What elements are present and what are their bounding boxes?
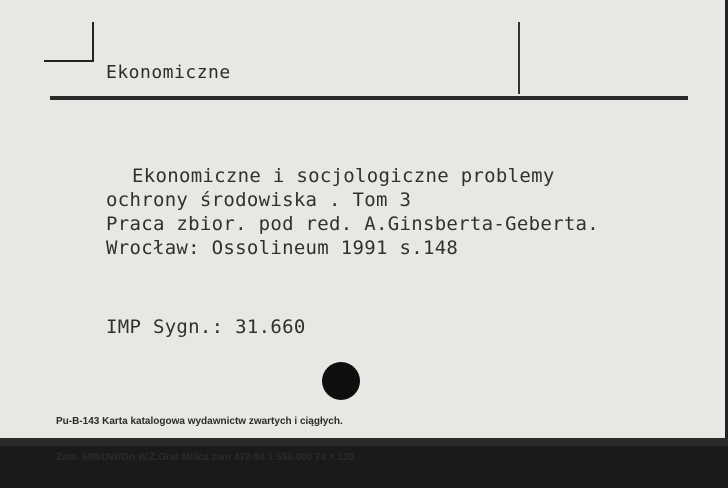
subject-heading: Ekonomiczne [106, 62, 231, 83]
bibliographic-entry [106, 164, 599, 260]
footer-line-1: Pu-B-143 Karta katalogowa wydawnictw zwartych i ciągłych. [56, 416, 343, 427]
footer-line-2: Zam. 698/DW/On W.Z.Graf Milicz zam 472-84 1 550.000 74 × 120 [56, 452, 355, 463]
punch-hole [322, 362, 360, 400]
entry-line-editor: Praca zbior. pod red. A.Ginsberta-Geberta. [106, 213, 600, 235]
entry-line-publication: Wrocław: Ossolineum 1991 s.148 [106, 237, 459, 259]
corner-mark-vertical [92, 22, 94, 62]
header-divider [518, 22, 520, 94]
entry-line-title: Ekonomiczne i socjologiczne problemy [132, 165, 555, 187]
corner-mark-horizontal [44, 60, 94, 62]
card-bottom-edge [0, 438, 728, 446]
call-number: IMP Sygn.: 31.660 [106, 316, 306, 338]
entry-line-title-cont: ochrony środowiska . Tom 3 [106, 189, 412, 211]
header-rule [50, 96, 688, 100]
